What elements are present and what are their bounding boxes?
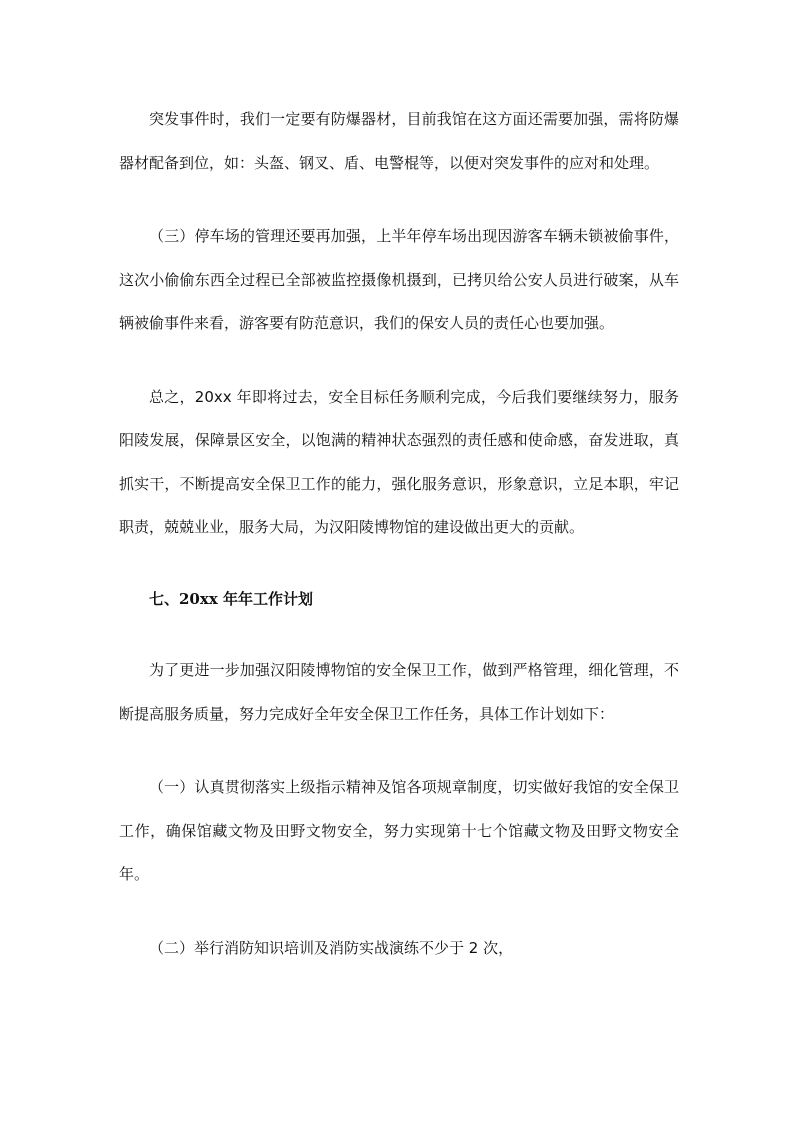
section-heading-work-plan: 七、20xx 年年工作计划 [149, 589, 313, 608]
paragraph-gap [119, 346, 679, 376]
document-body [119, 98, 679, 970]
paragraph-gap [119, 736, 679, 766]
paragraph-plan-intro: 为了更进一步加强汉阳陵博物馆的安全保卫工作，做到严格管理，细化管理，不断提高服务质量，努力完成好全年安全保卫工作任务，具体工作计划如下： [119, 661, 679, 723]
paragraph-gap [119, 621, 679, 649]
paragraph-summary: 总之，20xx 年即将过去，安全目标任务顺利完成，今后我们要继续努力，服务阳陵发展，保障景区安全，以饱满的精神状态强烈的责任感和使命感，奋发进取，真抓实干，不断提高安全保卫工作的能力，强化服务意识，形象意识，立足本职，牢记职责，兢兢业业，服务大局，为汉阳陵博物馆的建设做出更大的贡献。 [119, 387, 679, 536]
paragraph-plan-item-1: （一）认真贯彻落实上级指示精神及馆各项规章制度，切实做好我馆的安全保卫工作，确保馆藏文物及田野文物安全，努力实现第十七个馆藏文物及田野文物安全年。 [119, 778, 679, 883]
paragraph-explosion-equipment: 突发事件时，我们一定要有防爆器材，目前我馆在这方面还需要加强，需将防爆器材配备到位，如：头盔、钢叉、盾、电警棍等，以便对突发事件的应对和处理。 [119, 110, 679, 172]
paragraph-plan-item-2: （二）举行消防知识培训及消防实战演练不少于 2 次， [149, 938, 514, 957]
paragraph-gap [119, 550, 679, 578]
paragraph-gap [119, 897, 679, 927]
paragraph-parking-management: （三）停车场的管理还要再加强，上半年停车场出现因游客车辆未锁被偷事件，这次小偷偷东西全过程已全部被监控摄像机摄到，已拷贝给公安人员进行破案，从车辆被偷事件来看，游客要有防范意识，我们的保安人员的责任心也要加强。 [119, 227, 679, 332]
paragraph-gap [119, 185, 679, 215]
